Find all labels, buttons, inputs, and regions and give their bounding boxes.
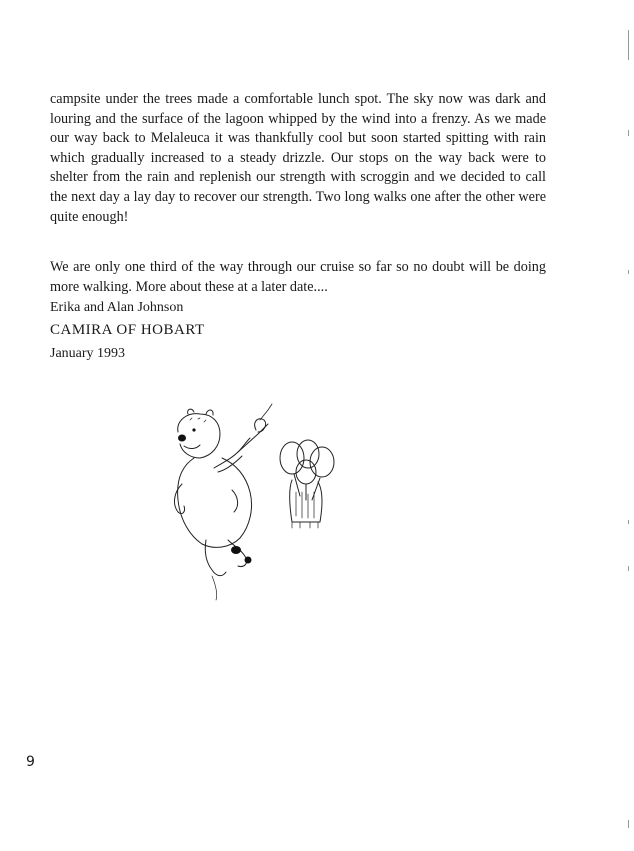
article-paragraph-2: We are only one third of the way through our cruise so far so no doubt will be doing more walking. More about these at a later date.... <box>50 259 546 295</box>
boat-name: CAMIRA OF HOBART <box>50 322 205 338</box>
scan-edge-mark <box>628 566 629 571</box>
scan-edge-mark <box>628 30 629 60</box>
bear-with-balloons-icon <box>160 400 360 605</box>
page-number: 9 <box>26 754 35 770</box>
author-signature: Erika and Alan Johnson <box>50 300 184 315</box>
scan-edge-mark <box>628 270 629 274</box>
scan-edge-mark <box>628 520 629 524</box>
scan-edge-mark <box>628 820 629 828</box>
article-date: January 1993 <box>50 346 126 361</box>
scan-edge-mark <box>628 130 629 136</box>
article-paragraph-1: campsite under the trees made a comfortable lunch spot. The sky now was dark and louring and the surface of the lagoon whipped by the wind into a frenzy. As we made our way back to Melaleuca it was thankfully cool but soon started spitting with rain which gradually increased to a steady drizzle. Our stops on the way back were to shelter from the rain and replenish our strength with scroggin and we decided to call the next day a lay day to recover our strength. Two long walks one after the other were quite enough! <box>50 91 546 225</box>
